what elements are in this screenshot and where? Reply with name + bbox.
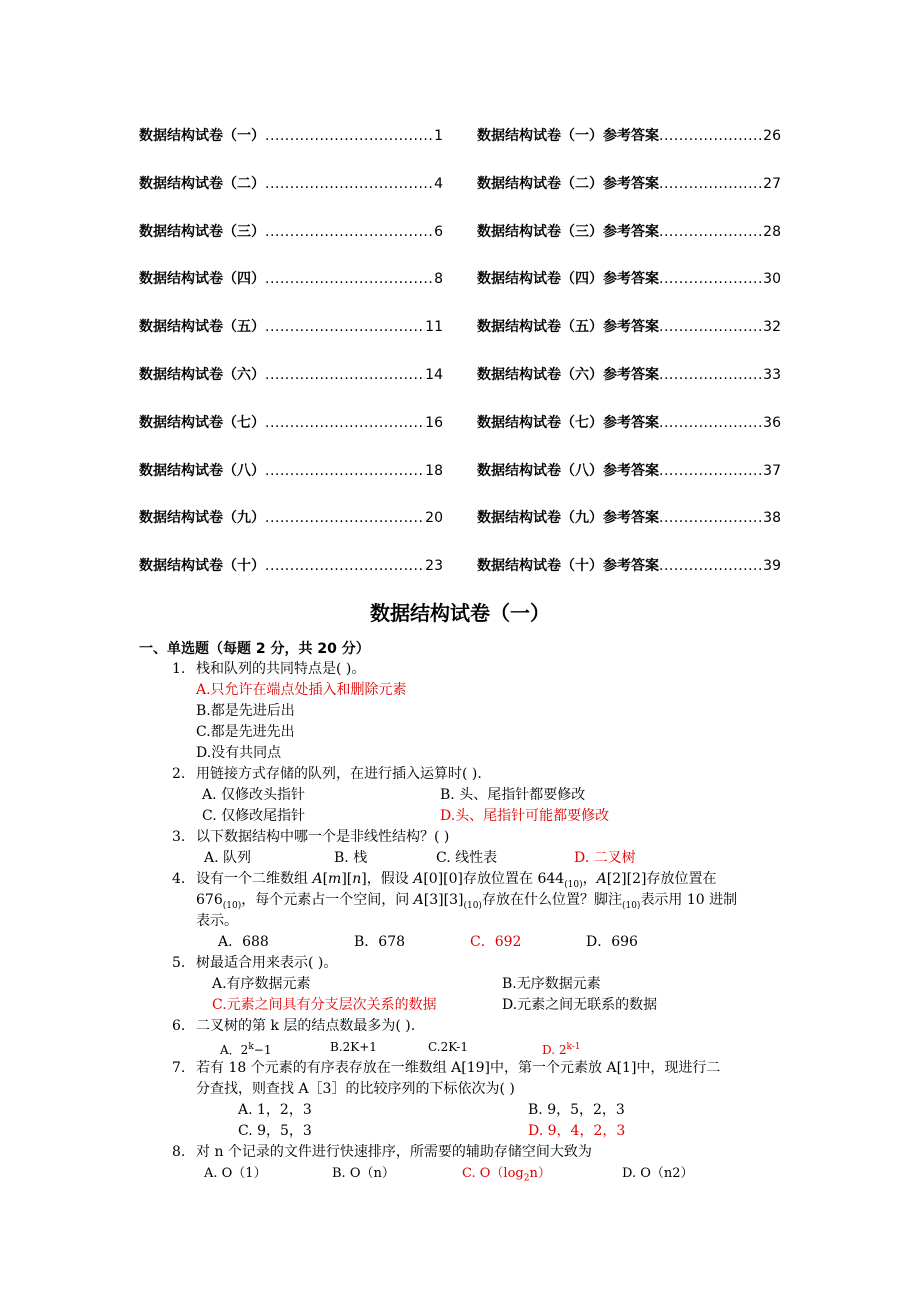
question-1 — [172, 659, 185, 680]
option-a: A. 队列 — [204, 850, 252, 866]
toc-entry-answer[interactable]: 数据结构试卷（九）参考答案 ..... 38 — [477, 500, 781, 548]
toc-entry[interactable]: 数据结构试卷（九） ..... 20 — [139, 500, 443, 548]
question-number: 8. — [172, 1144, 186, 1160]
toc-entry-answer[interactable]: 数据结构试卷（六）参考答案 ..... 33 — [477, 357, 781, 405]
question-stem-line-2: 分查找，则查找 A［3］的比较序列的下标依次为( ) — [196, 1081, 515, 1097]
option-c-correct: C.元素之间具有分支层次关系的数据 — [212, 997, 437, 1013]
option-a-correct: A.只允许在端点处插入和删除元素 — [196, 682, 407, 698]
option-b: B. 头、尾指针都要修改 — [440, 787, 586, 803]
question-stem: 以下数据结构中哪一个是非线性结构？( ) — [196, 829, 450, 845]
toc-entry-answer[interactable]: 数据结构试卷（三）参考答案 ..... 28 — [477, 214, 781, 262]
option-a: A. 仅修改头指针 — [202, 787, 306, 803]
option-a: A. O（1） — [204, 1166, 267, 1181]
question-number: 7. — [172, 1060, 186, 1076]
question-number: 6. — [172, 1018, 186, 1034]
option-d-correct: D. 9，4，2，3 — [528, 1123, 626, 1139]
toc-entry[interactable]: 数据结构试卷（四） ..... 8 — [139, 261, 443, 309]
question-stem: 若有 18 个元素的有序表存放在一维数组 A[19]中，第一个元素放 A[1]中，现进行二 — [196, 1060, 721, 1076]
option-c-correct: C．692 — [470, 934, 522, 950]
option-b: B.无序数据元素 — [502, 976, 601, 992]
question-number: 1. — [172, 661, 186, 677]
question-number: 3. — [172, 829, 186, 845]
option-b: B. 9，5，2，3 — [528, 1102, 625, 1118]
toc-entry-answer[interactable]: 数据结构试卷（十）参考答案 ..... 39 — [477, 548, 781, 596]
option-b: B．678 — [354, 934, 406, 950]
option-a: A. 1，2，3 — [238, 1102, 312, 1118]
option-d-correct: D.头、尾指针可能都要修改 — [440, 808, 610, 824]
table-of-contents — [139, 118, 781, 596]
toc-entry-answer[interactable]: 数据结构试卷（二）参考答案 ..... 27 — [477, 166, 781, 214]
question-number: 4. — [172, 871, 186, 887]
option-c-correct: C. $O(\log_2n)$ — [462, 1166, 551, 1184]
question-stem: 设有一个二维数组 A[m][n]，假设 A[0][0]存放位置在 $644_{(10)}$，A[2][2]存放位置在 — [196, 871, 717, 890]
option-c: C. 仅修改尾指针 — [202, 808, 306, 824]
toc-row — [139, 166, 781, 214]
option-a: A.有序数据元素 — [212, 976, 311, 992]
toc-entry[interactable]: 数据结构试卷（八） ..... 18 — [139, 453, 443, 501]
toc-row — [139, 500, 781, 548]
option-b: B. O（n） — [332, 1166, 395, 1181]
option-c: C. 9，5，3 — [238, 1123, 312, 1139]
page-title: 数据结构试卷（一） — [370, 601, 550, 625]
option-d: D. O（n2） — [622, 1166, 694, 1181]
toc-entry-answer[interactable]: 数据结构试卷（七）参考答案 ..... 36 — [477, 405, 781, 453]
question-stem: 树最适合用来表示( )。 — [196, 955, 338, 971]
toc-row — [139, 453, 781, 501]
question-number: 2. — [172, 766, 186, 782]
option-d: D．696 — [586, 934, 638, 950]
option-d: D.没有共同点 — [196, 745, 282, 761]
section-heading: 一、单选题（每题 2 分，共 20 分） — [139, 641, 370, 657]
option-b: B.2K+1 — [330, 1040, 377, 1054]
toc-entry-answer[interactable]: 数据结构试卷（四）参考答案 ..... 30 — [477, 261, 781, 309]
option-c: C.都是先进先出 — [196, 724, 295, 740]
question-stem-line-3: 表示。 — [196, 913, 238, 929]
toc-entry[interactable]: 数据结构试卷（十） ..... 23 — [139, 548, 443, 596]
toc-entry-answer[interactable]: 数据结构试卷（八）参考答案 ..... 37 — [477, 453, 781, 501]
toc-entry[interactable]: 数据结构试卷（七） ..... 16 — [139, 405, 443, 453]
toc-row — [139, 405, 781, 453]
toc-entry[interactable]: 数据结构试卷（一） ..... 1 — [139, 118, 443, 166]
toc-entry[interactable]: 数据结构试卷（三） ..... 6 — [139, 214, 443, 262]
option-c: C.2K-1 — [428, 1040, 468, 1054]
toc-entry-answer[interactable]: 数据结构试卷（一）参考答案 ..... 26 — [477, 118, 781, 166]
option-b: B.都是先进后出 — [196, 703, 295, 719]
option-d-correct: D. 二叉树 — [574, 850, 636, 866]
question-stem: 栈和队列的共同特点是( )。 — [196, 661, 366, 677]
option-a: A．688 — [218, 934, 269, 950]
option-c: C. 线性表 — [436, 850, 498, 866]
question-number: 5. — [172, 955, 186, 971]
option-a: A．$2^k-1$ — [220, 1042, 272, 1057]
option-b: B. 栈 — [334, 850, 368, 866]
question-stem: 二叉树的第 k 层的结点数最多为( ). — [196, 1018, 416, 1034]
question-stem: 对 n 个记录的文件进行快速排序，所需要的辅助存储空间大致为 — [196, 1144, 592, 1160]
toc-entry[interactable]: 数据结构试卷（六） ..... 14 — [139, 357, 443, 405]
toc-row — [139, 309, 781, 357]
toc-row — [139, 214, 781, 262]
toc-entry-answer[interactable]: 数据结构试卷（五）参考答案 ..... 32 — [477, 309, 781, 357]
question-stem: 用链接方式存储的队列，在进行插入运算时( ). — [196, 766, 482, 782]
toc-row — [139, 261, 781, 309]
option-d: D.元素之间无联系的数据 — [502, 997, 658, 1013]
option-d-correct: D. 2$^{k-1}$ — [542, 1042, 581, 1057]
toc-row — [139, 118, 781, 166]
toc-entry[interactable]: 数据结构试卷（二） ..... 4 — [139, 166, 443, 214]
toc-row — [139, 548, 781, 596]
toc-row — [139, 357, 781, 405]
toc-entry[interactable]: 数据结构试卷（五） ..... 11 — [139, 309, 443, 357]
question-stem-line-2: $676_{(10)}$，每个元素占一个空间，问 $A[3][3]_{(10)}$存放在什么位置？脚注$_{(10)}$表示用 10 进制 — [196, 892, 738, 911]
